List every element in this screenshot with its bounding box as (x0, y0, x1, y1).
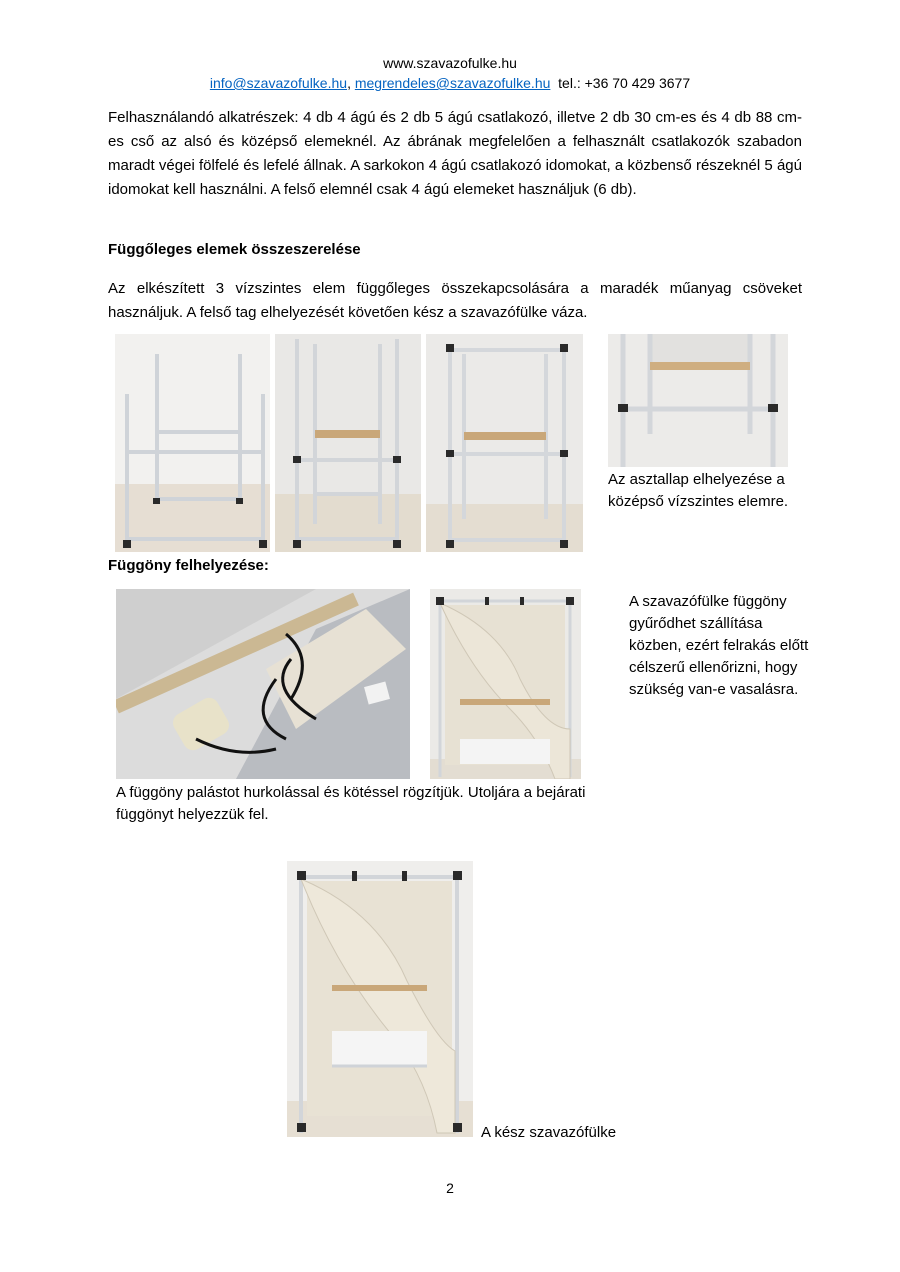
heading-curtain: Függöny felhelyezése: (108, 557, 269, 574)
photo-curtain-mounting (430, 589, 581, 779)
phone-number: tel.: +36 70 429 3677 (558, 75, 691, 91)
photo-frame-step-1 (115, 334, 270, 552)
photo-frame-step-2 (275, 334, 421, 552)
caption-curtain: A függöny palástot hurkolással és kötéssel rögzítjük. Utoljára a bejárati függönyt helyezzük fel. (116, 784, 586, 823)
photo-finished-booth (287, 861, 473, 1137)
page-number: 2 (446, 1180, 454, 1196)
photo-tabletop (608, 334, 788, 467)
email-separator: , (347, 75, 355, 91)
header-website: www.szavazofulke.hu (383, 55, 517, 71)
caption-tabletop: Az asztallap elhelyezése a középső vízszintes elemre. (608, 471, 789, 510)
curtain-side-note: A szavazófülke függöny gyűrődhet szállítása közben, ezért felrakás előtt célszerű ellenőrizni, hogy szükség van-e vasalásra. (629, 593, 809, 698)
caption-finished-booth: A kész szavazófülke (481, 1124, 617, 1141)
vertical-paragraph: Az elkészített 3 vízszintes elem függőleges összekapcsolására a maradék műanyag csöveket használjuk. A felső tag elhelyezését követően kész a szavazófülke váza. (108, 280, 802, 321)
email-order-link[interactable]: megrendeles@szavazofulke.hu (354, 75, 551, 91)
photo-curtain-tie (116, 589, 410, 779)
header-contacts (0, 75, 900, 91)
intro-paragraph: Felhasználandó alkatrészek: 4 db 4 ágú és 2 db 5 ágú csatlakozó, illetve 2 db 30 cm-es és 4 db 88 cm-es cső az alsó és középső elemeknél. Az ábrának megfelelően a felhasznált csatlakozók szabadon maradt végei fölfelé és lefelé állnak. A sarkokon 4 ágú csatlakozó idomokat, a közbenső részeknél 5 ágú idomokat kell használni. A felső elemnél csak 4 ágú elemeket használjuk (6 db). (108, 109, 802, 198)
email-info-link[interactable]: info@szavazofulke.hu (209, 75, 348, 91)
photo-frame-complete (426, 334, 583, 552)
heading-vertical-assembly: Függőleges elemek összeszerelése (108, 241, 361, 258)
